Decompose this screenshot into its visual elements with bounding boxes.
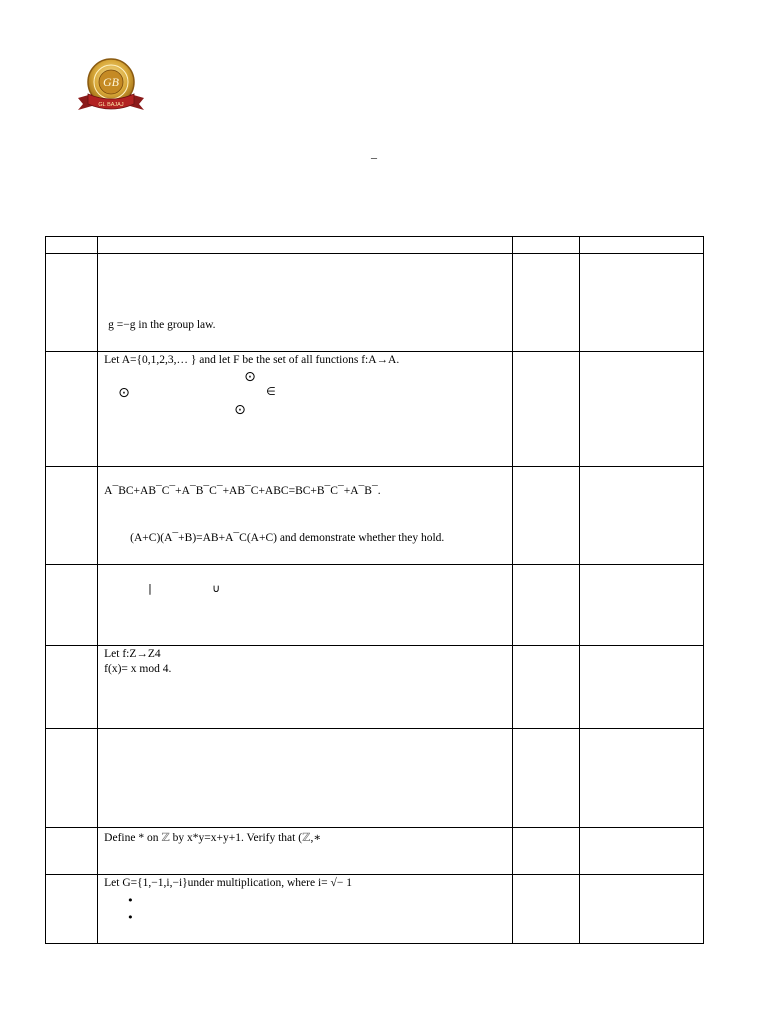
bar-symbol: | — [148, 582, 152, 595]
odot-symbol: ⊙ — [244, 369, 256, 385]
question-text: f(x)= x mod 4. — [104, 663, 172, 675]
header-dash: – — [371, 150, 377, 164]
table-header-row — [46, 237, 704, 254]
header-cell-2 — [98, 237, 513, 254]
bullet: • — [127, 894, 134, 907]
question-text: Let G={1,−1,i,−i}under multiplication, where i= √− 1 — [104, 877, 352, 889]
table-row — [46, 352, 704, 467]
bullet: • — [127, 911, 134, 924]
question-text: (A+C)(A¯+B)=AB+A¯C(A+C) and demonstrate whether they hold. — [130, 532, 445, 544]
table-row — [46, 828, 704, 875]
header-cell-3 — [513, 237, 579, 254]
table-row — [46, 565, 704, 646]
question-text: A¯BC+AB¯C¯+A¯B¯C¯+AB¯C+ABC=BC+B¯C¯+A¯B¯. — [104, 485, 381, 497]
union-symbol: ∪ — [212, 582, 221, 595]
question-text: Define * on ℤ by x*y=x+y+1. Verify that (ℤ,∗ — [104, 832, 322, 844]
svg-text:GL BAJAJ: GL BAJAJ — [98, 102, 124, 108]
header-cell-1 — [46, 237, 98, 254]
odot-symbol: ⊙ — [234, 402, 246, 418]
header-cell-4 — [579, 237, 703, 254]
institution-logo — [72, 56, 150, 116]
table-row — [46, 646, 704, 729]
question-text: Let A={0,1,2,3,… } and let F be the set of all functions f:A→A. — [104, 354, 400, 366]
table-row — [46, 467, 704, 565]
table-row — [46, 729, 704, 828]
table-row — [46, 875, 704, 944]
question-text: Let f:Z→Z4 — [104, 648, 161, 660]
element-of-symbol: ∈ — [266, 385, 276, 398]
question-table — [45, 236, 704, 944]
svg-text:GB: GB — [103, 75, 119, 89]
table-row — [46, 254, 704, 352]
odot-symbol: ⊙ — [118, 385, 130, 401]
question-text: g =−g in the group law. — [108, 319, 216, 331]
